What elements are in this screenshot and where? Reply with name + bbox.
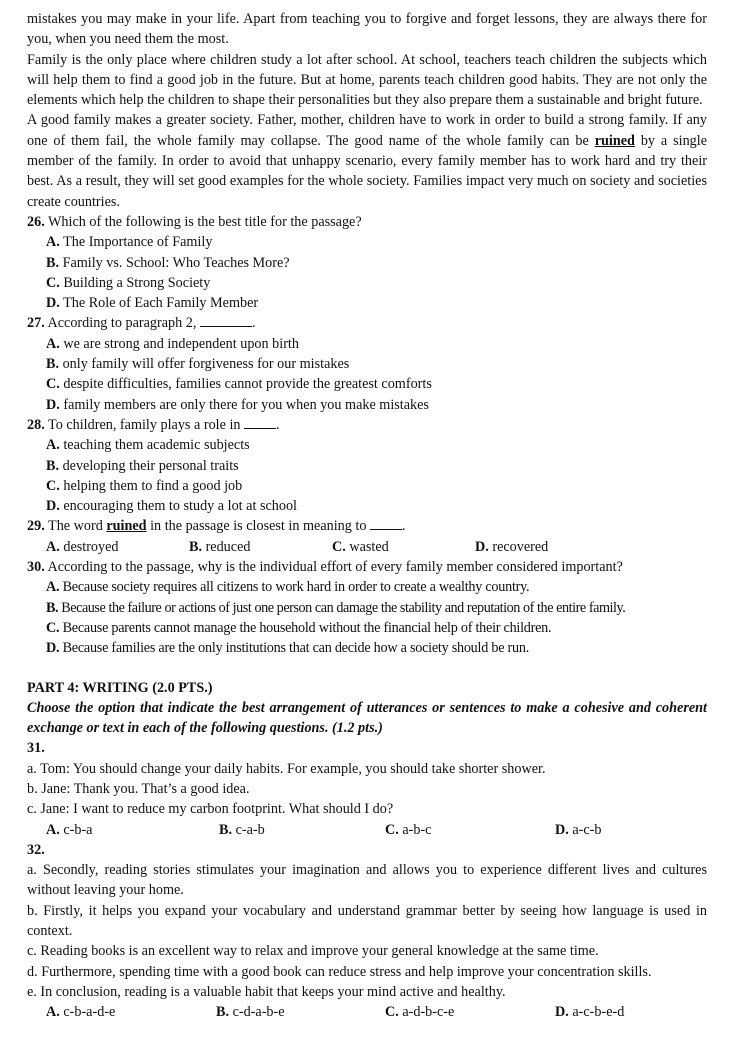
option-a[interactable]: [46, 820, 219, 840]
option-a[interactable]: [46, 232, 707, 252]
question-text: The word: [48, 518, 103, 535]
option-c[interactable]: [332, 537, 475, 557]
option-b[interactable]: [46, 354, 707, 374]
question-number: [27, 840, 707, 860]
option-a[interactable]: [46, 1002, 216, 1022]
option-d[interactable]: [555, 820, 698, 840]
option-text: despite difficulties, families cannot provide the greatest comforts: [63, 376, 432, 393]
option-b[interactable]: [46, 598, 707, 618]
sentence-d: d. Furthermore, spending time with a good book can reduce stress and help improve your concentration skills.: [27, 963, 652, 980]
option-key: C.: [332, 538, 346, 555]
option-text: wasted: [349, 538, 389, 555]
option-key: B.: [46, 457, 60, 474]
option-key: A.: [46, 821, 60, 838]
section-heading-writing: PART 4: WRITING (2.0 PTS.): [27, 679, 213, 696]
option-b[interactable]: [216, 1002, 385, 1022]
question-stem: [27, 415, 707, 435]
option-key: C.: [46, 477, 60, 494]
option-d[interactable]: [46, 395, 707, 415]
option-text: a-b-c: [402, 821, 432, 838]
question-number-label: 31.: [27, 740, 45, 757]
question-number: 27.: [27, 315, 45, 332]
option-key: D.: [46, 498, 60, 515]
option-key: B.: [219, 821, 233, 838]
question-text: Which of the following is the best title for the passage?: [48, 213, 362, 230]
option-key: C.: [46, 376, 60, 393]
option-text: c-d-a-b-e: [232, 1004, 285, 1021]
option-text: teaching them academic subjects: [63, 437, 250, 454]
question-stem: [27, 313, 707, 333]
option-key: C.: [46, 619, 60, 636]
option-c[interactable]: [46, 273, 707, 293]
question-number: 28.: [27, 416, 45, 433]
underlined-word-ruined: ruined: [594, 132, 635, 149]
option-text: c-a-b: [235, 821, 265, 838]
option-text: we are strong and independent upon birth: [63, 335, 299, 352]
exam-page: [27, 9, 707, 1023]
option-text: c-b-a: [63, 821, 93, 838]
question-stem: [27, 557, 707, 577]
passage-paragraph-society: [27, 110, 707, 211]
utterance-a: a. Tom: You should change your daily habits. For example, you should take shorter shower.: [27, 760, 546, 777]
option-key: C.: [385, 1004, 399, 1021]
option-a[interactable]: [46, 334, 707, 354]
option-d[interactable]: [46, 638, 707, 658]
question-31: [27, 738, 707, 839]
option-key: C.: [46, 274, 60, 291]
question-27: [27, 313, 707, 414]
option-b[interactable]: [189, 537, 332, 557]
question-end: .: [251, 315, 256, 332]
option-c[interactable]: [385, 820, 555, 840]
option-b[interactable]: [46, 456, 707, 476]
question-stem: [27, 212, 707, 232]
option-text: Because the failure or actions of just one person can damage the stability and reputation of the entire family.: [61, 599, 626, 616]
sentence-e: e. In conclusion, reading is a valuable habit that keeps your mind active and healthy.: [27, 983, 506, 1000]
question-number: 30.: [27, 559, 45, 576]
passage-paragraph-school: Family is the only place where children study a lot after school. At school, teachers teach children the subjects which will help them to find a good job in the future. But at home, parents teach children good habits. They are not only the elements which help the children to shape their personalities but they also prepare them a sustainable and bright future.: [27, 51, 707, 109]
option-key: B.: [46, 599, 59, 616]
option-d[interactable]: [46, 293, 707, 313]
answer-blank: [200, 315, 252, 327]
option-key: B.: [189, 538, 203, 555]
option-key: A.: [46, 335, 60, 352]
option-text: Because society requires all citizens to work hard in order to create a wealthy country.: [62, 579, 530, 596]
passage-text: by a single member of the family. In order to avoid that unhappy scenario, every family member has to work hard and try their best. As a result, they will set good examples for the whole society. Families impact very much on society and societies create countries.: [27, 132, 708, 210]
option-c[interactable]: [46, 618, 707, 638]
option-text: a-d-b-c-e: [402, 1004, 455, 1021]
option-text: Building a Strong Society: [63, 274, 211, 291]
passage-text: A good family makes a greater society. Father, mother, children have to work in order to build a strong family. If any one of them fail, the whole family may collapse. The good name of the whole family can be: [27, 112, 707, 149]
option-text: The Importance of Family: [63, 234, 213, 251]
section-instruction: Choose the option that indicate the best arrangement of utterances or sentences to make a cohesive and coherent exchange or text in each of the following questions. (1.2 pts.): [27, 699, 707, 737]
option-text: helping them to find a good job: [63, 477, 243, 494]
underlined-word-ruined: ruined: [106, 518, 147, 535]
option-key: A.: [46, 234, 60, 251]
option-key: A.: [46, 1004, 60, 1021]
option-text: developing their personal traits: [62, 457, 239, 474]
utterance-b: b. Jane: Thank you. That’s a good idea.: [27, 780, 250, 797]
option-text: Because families are the only institutions that can decide how a society should be run.: [62, 640, 529, 657]
option-key: C.: [385, 821, 399, 838]
option-c[interactable]: [385, 1002, 555, 1022]
option-text: family members are only there for you when you make mistakes: [63, 396, 429, 413]
option-key: B.: [46, 254, 60, 271]
question-text: According to paragraph 2,: [47, 315, 197, 332]
option-text: reduced: [205, 538, 251, 555]
option-key: D.: [555, 821, 569, 838]
option-key: A.: [46, 538, 60, 555]
option-a[interactable]: [46, 435, 707, 455]
question-number: 29.: [27, 518, 45, 535]
question-28: [27, 415, 707, 516]
option-c[interactable]: [46, 374, 707, 394]
question-text: To children, family plays a role in: [48, 416, 241, 433]
question-32: [27, 840, 707, 1023]
option-text: a-c-b-e-d: [572, 1004, 625, 1021]
option-key: B.: [216, 1004, 230, 1021]
question-29: [27, 516, 707, 557]
question-26: [27, 212, 707, 313]
option-c[interactable]: [46, 476, 707, 496]
question-30: [27, 557, 707, 658]
question-end: .: [401, 518, 406, 535]
option-key: D.: [46, 295, 60, 312]
option-key: D.: [46, 640, 60, 657]
answer-blank: [244, 417, 276, 429]
option-b[interactable]: [46, 253, 707, 273]
option-d[interactable]: [46, 496, 707, 516]
option-d[interactable]: [555, 1002, 698, 1022]
question-text: According to the passage, why is the individual effort of every family member considered important?: [47, 559, 623, 576]
option-key: D.: [475, 538, 489, 555]
sentence-c: c. Reading books is an excellent way to relax and improve your general knowledge at the same time.: [27, 943, 599, 960]
option-key: A.: [46, 437, 60, 454]
question-number: 26.: [27, 213, 45, 230]
passage-line-intro: mistakes you may make in your life. Apart from teaching you to forgive and forget lessons, they are always there for you, when you need them the most.: [27, 11, 707, 48]
option-text: Because parents cannot manage the household without the financial help of their children.: [62, 619, 552, 636]
option-text: Family vs. School: Who Teaches More?: [62, 254, 290, 271]
option-b[interactable]: [219, 820, 385, 840]
option-a[interactable]: [46, 537, 189, 557]
sentence-a: a. Secondly, reading stories stimulates your imagination and allows you to experience different lives and cultures without leaving your home.: [27, 862, 707, 899]
option-a[interactable]: [46, 577, 707, 597]
option-text: a-c-b: [572, 821, 602, 838]
option-key: B.: [46, 356, 60, 373]
option-d[interactable]: [475, 537, 618, 557]
option-key: A.: [46, 579, 60, 596]
option-text: destroyed: [63, 538, 119, 555]
question-text: in the passage is closest in meaning to: [150, 518, 367, 535]
option-key: D.: [46, 396, 60, 413]
answer-blank: [370, 518, 402, 530]
question-number: [27, 738, 707, 758]
option-text: encouraging them to study a lot at school: [63, 498, 297, 515]
sentence-b: b. Firstly, it helps you expand your vocabulary and understand grammar better by seeing how language is used in context.: [27, 902, 707, 940]
option-text: The Role of Each Family Member: [63, 295, 259, 312]
utterance-c: c. Jane: I want to reduce my carbon footprint. What should I do?: [27, 801, 394, 818]
option-text: c-b-a-d-e: [63, 1004, 116, 1021]
option-text: only family will offer forgiveness for our mistakes: [62, 356, 350, 373]
question-end: .: [276, 416, 280, 433]
question-stem: [27, 516, 707, 536]
option-text: recovered: [492, 538, 549, 555]
question-number-label: 32.: [27, 841, 45, 858]
option-key: D.: [555, 1004, 569, 1021]
